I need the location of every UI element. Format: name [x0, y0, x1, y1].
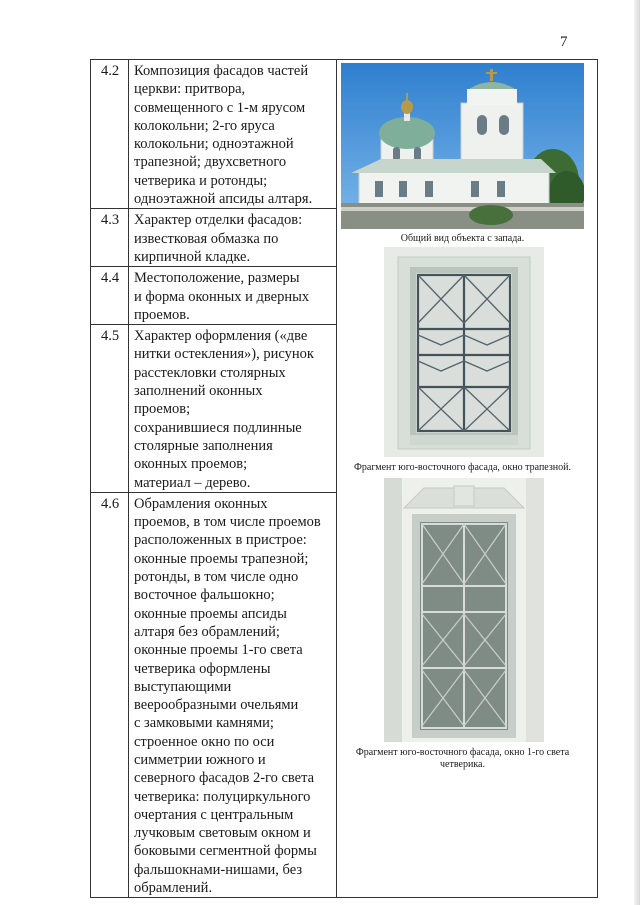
row-description	[129, 60, 337, 209]
spec-table	[90, 59, 598, 898]
description-line: алтаря без обрамлений;	[134, 623, 280, 640]
description-line: и форма оконных и дверных	[134, 288, 310, 305]
photo-caption: Общий вид объекта с запада.	[400, 233, 525, 244]
row-description	[129, 325, 337, 493]
description-line: оконные проемы трапезной;	[134, 550, 309, 567]
church-photo	[341, 63, 584, 229]
description-line: северного фасадов 2-го света	[134, 770, 315, 787]
row-number: 4.4	[91, 267, 129, 325]
description-line: четверика: полуциркульного	[134, 788, 311, 805]
photo-caption: Фрагмент юго-восточного фасада, окно трапезной.	[353, 462, 572, 473]
description-line: совмещенного с 1-м ярусом	[134, 99, 306, 116]
description-line: проемов, в том числе проемов	[134, 514, 321, 531]
refectory-window-illustration	[384, 247, 544, 457]
row-number: 4.2	[91, 60, 129, 209]
description-line: расстекловки столярных	[134, 364, 286, 381]
description-line: заполнений оконных	[134, 383, 263, 400]
photo-caption: Фрагмент юго-восточного фасада, окно 1-го света четверика.	[355, 747, 570, 770]
photo-column	[337, 60, 598, 898]
description-line: с замковыми камнями;	[134, 715, 274, 732]
row-description	[129, 492, 337, 898]
description-line: известковая обмазка по	[134, 230, 279, 247]
description-line: колокольни; одноэтажной	[134, 136, 294, 153]
description-line: сохранившиеся подлинные	[134, 419, 302, 436]
scan-edge	[634, 0, 640, 905]
description-line: проемов;	[134, 401, 191, 418]
row-description	[129, 267, 337, 325]
description-line: Характер отделки фасадов:	[134, 212, 303, 229]
row-number: 4.3	[91, 209, 129, 267]
description-line: кирпичной кладке.	[134, 248, 251, 265]
description-line: обрамлений.	[134, 880, 213, 897]
table-row	[91, 60, 598, 209]
description-line: Характер оформления («две	[134, 328, 308, 345]
description-line: веерообразными очельями	[134, 697, 299, 714]
tetragon-window-illustration	[384, 478, 544, 742]
description-line: симметрии южного и	[134, 751, 266, 768]
description-line: церкви: притвора,	[134, 81, 246, 98]
row-description	[129, 209, 337, 267]
refectory-window-photo	[384, 247, 544, 457]
description-line: нитки остекления»), рисунок	[134, 346, 314, 363]
description-line: оконные проемы апсиды	[134, 605, 287, 622]
page-number: 7	[560, 34, 568, 50]
description-line: очертания с центральным	[134, 806, 294, 823]
church-illustration	[341, 63, 584, 229]
description-line: оконные проемы 1-го света	[134, 642, 303, 659]
description-line: трапезной; двухсветного	[134, 154, 287, 171]
row-number: 4.5	[91, 325, 129, 493]
description-line: строенное окно по оси	[134, 733, 275, 750]
description-line: четверика и ротонды;	[134, 172, 268, 189]
description-line: фальшокнами-нишами, без	[134, 861, 303, 878]
tetragon-window-photo	[384, 478, 544, 742]
description-line: проемов.	[134, 306, 190, 323]
description-line: одноэтажной апсиды алтаря.	[134, 191, 313, 208]
description-line: колокольни; 2-го яруса	[134, 117, 275, 134]
description-line: четверика оформлены	[134, 660, 271, 677]
description-line: столярные заполнения	[134, 437, 273, 454]
description-line: расположенных в пристрое:	[134, 532, 307, 549]
row-number: 4.6	[91, 492, 129, 898]
description-line: выступающими	[134, 678, 232, 695]
description-line: оконных проемов;	[134, 456, 248, 473]
description-line: ротонды, в том числе одно	[134, 569, 299, 586]
description-line: материал – дерево.	[134, 474, 251, 491]
description-line: Местоположение, размеры	[134, 270, 300, 287]
description-line: восточное фальшокно;	[134, 587, 275, 604]
description-line: лучковым световым окном и	[134, 825, 311, 842]
description-line: боковыми сегментной формы	[134, 843, 317, 860]
description-line: Композиция фасадов частей	[134, 63, 309, 79]
description-line: Обрамления оконных	[134, 495, 268, 512]
